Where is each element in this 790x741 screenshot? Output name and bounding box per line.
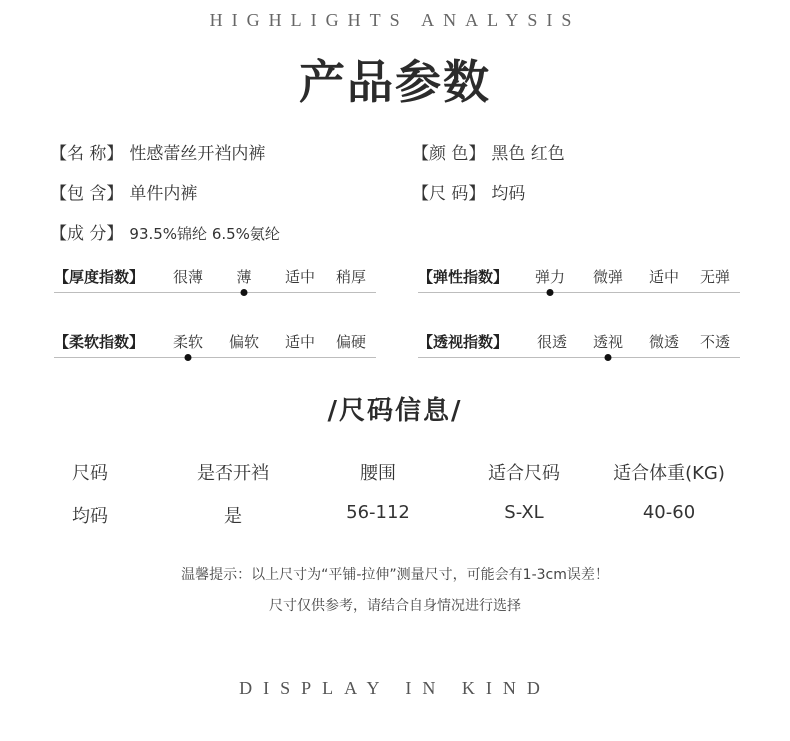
page-title: 产品参数 — [299, 55, 491, 109]
size-table-header: 是否开裆 — [197, 463, 269, 484]
size-table-cell: 均码 — [72, 506, 108, 527]
display-footer: DISPLAY IN KIND — [239, 678, 551, 698]
param-material-value: 93.5%锦纶 6.5%氨纶 — [129, 225, 280, 243]
param-name-label: 【名 称】 — [50, 144, 124, 164]
size-table-header: 适合体重(KG) — [613, 463, 725, 484]
indicator-level: 微透 — [648, 333, 680, 351]
indicator-track — [418, 357, 740, 358]
indicator-marker — [605, 354, 612, 361]
indicator-label: 【透视指数】 — [418, 333, 509, 351]
indicator-label: 【厚度指数】 — [54, 268, 145, 286]
indicator-track — [54, 357, 376, 358]
indicator-marker — [185, 354, 192, 361]
indicator-thickness — [54, 266, 376, 306]
indicator-level: 薄 — [236, 268, 252, 286]
indicator-level: 适中 — [284, 333, 316, 351]
param-material-label: 【成 分】 — [50, 224, 124, 244]
size-table-header: 腰围 — [360, 463, 396, 484]
indicator-softness — [54, 331, 376, 371]
param-color-label: 【颜 色】 — [412, 144, 486, 164]
indicator-elasticity — [418, 266, 740, 306]
indicator-level: 微弹 — [592, 268, 624, 286]
param-include — [50, 179, 197, 204]
param-include-value: 单件内裤 — [129, 184, 198, 204]
size-table-cell: S-XL — [504, 502, 544, 523]
indicator-track — [418, 292, 740, 293]
size-table-cell: 40-60 — [642, 502, 696, 523]
param-size-value: 均码 — [491, 184, 526, 204]
size-table-cell: 56-112 — [346, 502, 410, 523]
size-table-header: 尺码 — [72, 463, 108, 484]
size-table-header: 适合尺码 — [488, 463, 560, 484]
indicator-label: 【弹性指数】 — [418, 268, 509, 286]
param-include-label: 【包 含】 — [50, 184, 124, 204]
param-material — [50, 219, 280, 244]
param-name-value: 性感蕾丝开裆内裤 — [129, 144, 266, 164]
indicator-level: 不透 — [699, 333, 731, 351]
indicator-level: 很薄 — [172, 268, 204, 286]
indicator-level: 稍厚 — [335, 268, 367, 286]
param-color-value: 黑色 红色 — [491, 144, 565, 164]
section-eyebrow: HIGHLIGHTS ANALYSIS — [209, 10, 581, 30]
indicator-transparency — [418, 331, 740, 371]
indicator-level: 柔软 — [172, 333, 204, 351]
indicator-marker — [241, 289, 248, 296]
param-size-label: 【尺 码】 — [412, 184, 486, 204]
indicator-marker — [547, 289, 554, 296]
indicator-level: 很透 — [536, 333, 568, 351]
indicator-level: 偏硬 — [335, 333, 367, 351]
indicator-level: 无弹 — [699, 268, 731, 286]
size-info-title: /尺码信息/ — [327, 396, 463, 426]
indicator-level: 弹力 — [534, 268, 566, 286]
size-note: 温馨提示：以上尺寸为“平铺-拉伸”测量尺寸，可能会有1-3cm误差！ — [181, 567, 609, 583]
indicator-level: 适中 — [648, 268, 680, 286]
indicator-level: 偏软 — [228, 333, 260, 351]
param-color — [412, 139, 565, 164]
size-table-cell: 是 — [224, 506, 242, 527]
indicator-level: 透视 — [592, 333, 624, 351]
size-note-reference: 尺寸仅供参考，请结合自身情况进行选择 — [269, 598, 521, 614]
param-name — [50, 139, 265, 164]
indicator-label: 【柔软指数】 — [54, 333, 145, 351]
indicator-track — [54, 292, 376, 293]
param-size — [412, 179, 525, 204]
indicator-level: 适中 — [284, 268, 316, 286]
